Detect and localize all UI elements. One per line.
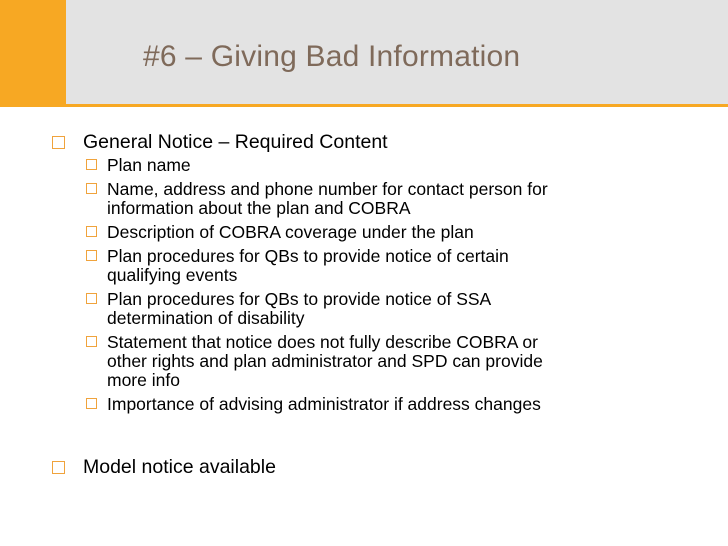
- sub-bullet-item: [86, 333, 686, 390]
- sub-bullet-line: more info: [107, 370, 180, 390]
- square-bullet-icon: [86, 226, 97, 237]
- sub-bullet-item: [86, 156, 686, 175]
- sub-bullet-line: Importance of advising administrator if address changes: [107, 394, 541, 414]
- slide-title: #6 – Giving Bad Information: [143, 40, 521, 73]
- sub-bullet-text: [107, 180, 686, 218]
- square-bullet-icon: [86, 398, 97, 409]
- square-bullet-icon: [86, 293, 97, 304]
- sub-bullet-line: Plan name: [107, 155, 191, 175]
- sub-bullet-text: [107, 333, 686, 390]
- square-bullet-icon: [86, 336, 97, 347]
- square-bullet-icon: [52, 461, 65, 474]
- sub-bullet-item: [86, 180, 686, 218]
- bullet-text: General Notice – Required Content: [83, 131, 388, 153]
- sub-bullet-line: Name, address and phone number for contact person for: [107, 179, 548, 199]
- sub-bullet-line: qualifying events: [107, 265, 238, 285]
- sub-bullet-list: [86, 156, 686, 419]
- sub-bullet-item: [86, 290, 686, 328]
- sub-bullet-line: Plan procedures for QBs to provide notice of certain: [107, 246, 509, 266]
- sub-bullet-text: [107, 290, 686, 328]
- sub-bullet-text: [107, 395, 686, 414]
- sub-bullet-line: Plan procedures for QBs to provide notice of SSA: [107, 289, 492, 309]
- square-bullet-icon: [52, 136, 65, 149]
- sub-bullet-line: determination of disability: [107, 308, 305, 328]
- sub-bullet-item: [86, 223, 686, 242]
- sub-bullet-text: [107, 247, 686, 285]
- sub-bullet-line: Statement that notice does not fully describe COBRA or: [107, 332, 538, 352]
- title-divider: [0, 104, 728, 107]
- sub-bullet-line: information about the plan and COBRA: [107, 198, 411, 218]
- title-accent-strip: [0, 0, 66, 104]
- sub-bullet-text: [107, 156, 686, 175]
- sub-bullet-line: Description of COBRA coverage under the plan: [107, 222, 474, 242]
- sub-bullet-line: other rights and plan administrator and SPD can provide: [107, 351, 543, 371]
- sub-bullet-text: [107, 223, 686, 242]
- bullet-text: Model notice available: [83, 456, 276, 478]
- sub-bullet-item: [86, 395, 686, 414]
- square-bullet-icon: [86, 159, 97, 170]
- sub-bullet-item: [86, 247, 686, 285]
- square-bullet-icon: [86, 183, 97, 194]
- square-bullet-icon: [86, 250, 97, 261]
